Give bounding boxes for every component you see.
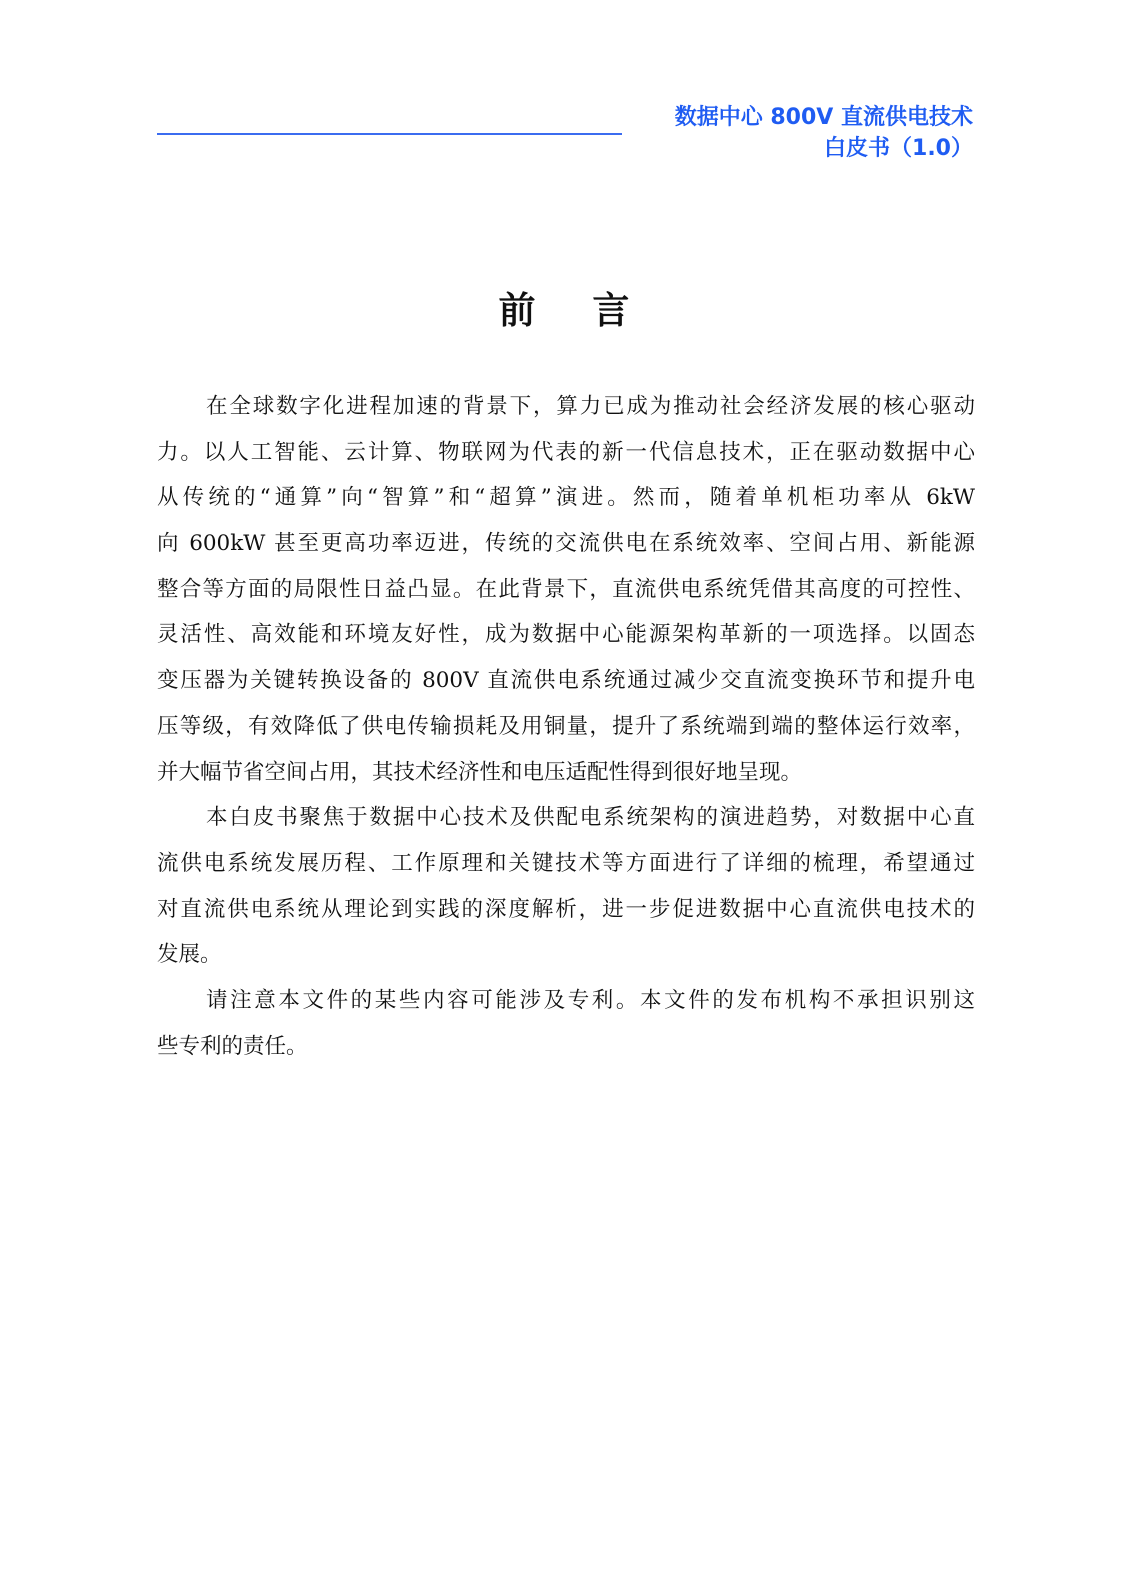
paragraph-line: 灵活性、高效能和环境友好性，成为数据中心能源架构革新的一项选择。以固态 — [157, 622, 975, 648]
paragraph-line: 发展。 — [157, 942, 222, 968]
paragraph — [157, 391, 975, 802]
paragraph — [157, 802, 975, 985]
paragraph-line: 对直流供电系统从理论到实践的深度解析，进一步促进数据中心直流供电技术的 — [157, 896, 975, 922]
paragraph-line: 整合等方面的局限性日益凸显。在此背景下，直流供电系统凭借其高度的可控性、 — [157, 576, 975, 602]
paragraph-line: 变压器为关键转换设备的 800V 直流供电系统通过减少交直流变换环节和提升电 — [157, 668, 975, 694]
paragraph-line: 请注意本文件的某些内容可能涉及专利。本文件的发布机构不承担识别这 — [206, 987, 975, 1013]
paragraph — [157, 985, 975, 1076]
paragraph-line: 在全球数字化进程加速的背景下，算力已成为推动社会经济发展的核心驱动 — [206, 394, 975, 419]
paragraph-line: 本白皮书聚焦于数据中心技术及供配电系统架构的演进趋势，对数据中心直 — [206, 805, 975, 831]
running-header — [675, 102, 973, 164]
paragraph-line: 从传统的“通算”向“智算”和“超算”演进。然而，随着单机柜功率从 6kW — [157, 485, 975, 511]
header-title-line1: 数据中心 800V 直流供电技术 — [674, 105, 973, 130]
paragraph-line: 压等级，有效降低了供电传输损耗及用铜量，提升了系统端到端的整体运行效率， — [157, 713, 975, 739]
page-title: 前 言 — [498, 289, 652, 332]
paragraph-line: 流供电系统发展历程、工作原理和关键技术等方面进行了详细的梳理，希望通过 — [157, 850, 975, 876]
paragraph-line: 力。以人工智能、云计算、物联网为代表的新一代信息技术，正在驱动数据中心 — [157, 439, 975, 465]
paragraph-line: 些专利的责任。 — [157, 1033, 308, 1059]
paragraph-line: 并大幅节省空间占用，其技术经济性和电压适配性得到很好地呈现。 — [157, 759, 803, 785]
header-rule — [157, 133, 622, 135]
paragraph-line: 向 600kW 甚至更高功率迈进，传统的交流供电在系统效率、空间占用、新能源 — [157, 531, 975, 557]
document-body — [157, 391, 975, 1076]
header-title-line2: 白皮书（1.0） — [824, 136, 973, 161]
